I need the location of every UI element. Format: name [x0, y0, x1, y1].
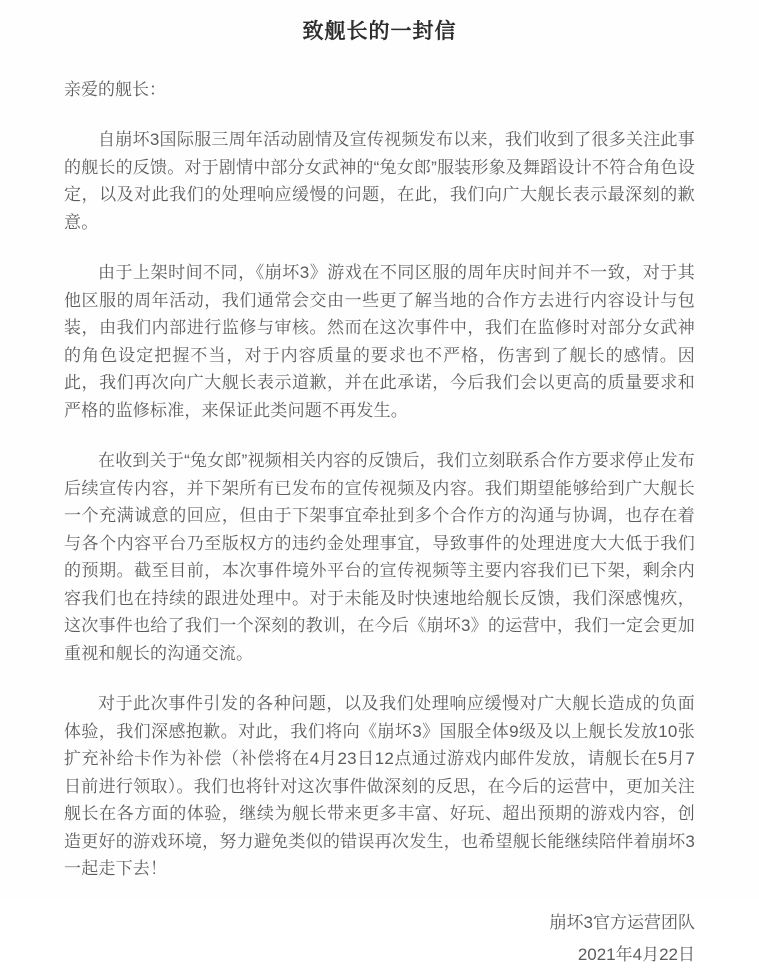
- paragraph-handling-progress: 在收到关于“兔女郎”视频相关内容的反馈后，我们立刻联系合作方要求停止发布后续宣传内容，并下架所有已发布的宣传视频及内容。我们期望能够给到广大舰长一个充满诚意的回应，但由于下架事宜牵扯到多个合作方的沟通与协调，也存在着与各个内容平台乃至版权方的违约金处理事宜，导致事件的处理进度大大低于我们的预期。截至目前，本次事件境外平台的宣传视频等主要内容我们已下架，剩余内容我们也在持续的跟进处理中。对于未能及时快速地给舰长反馈，我们深感愧疚，这次事件也给了我们一个深刻的教训，在今后《崩坏3》的运营中，我们一定会更加重视和舰长的沟通交流。: [64, 451, 695, 663]
- signature-team: 崩坏3官方运营团队: [549, 912, 695, 932]
- letter-title: 致舰长的一封信: [302, 20, 457, 43]
- paragraph-compensation: 对于此次事件引发的各种问题，以及我们处理响应缓慢对广大舰长造成的负面体验，我们深感抱歉。对此，我们将向《崩坏3》国服全体9级及以上舰长发放10张扩充补给卡作为补偿（补偿将在4月23日12点通过游戏内邮件发放，请舰长在5月7日前进行领取）。我们也将针对这次事件做深刻的反思，在今后的运营中，更加关注舰长在各方面的体验，继续为舰长带来更多丰富、好玩、超出预期的游戏内容，创造更好的游戏环境，努力避免类似的错误再次发生，也希望舰长能继续陪伴着崩坏3一起走下去！: [64, 694, 695, 878]
- signature-block: [64, 907, 695, 971]
- paragraph-apology-intro: 自崩坏3国际服三周年活动剧情及宣传视频发布以来，我们收到了很多关注此事的舰长的反馈。对于剧情中部分女武神的“兔女郎”服装形象及舞蹈设计不符合角色设定，以及对此我们的处理响应缓慢的问题，在此，我们向广大舰长表示最深刻的歉意。: [64, 130, 695, 232]
- paragraph-cause-explanation: 由于上架时间不同，《崩坏3》游戏在不同区服的周年庆时间并不一致，对于其他区服的周年活动，我们通常会交由一些更了解当地的合作方去进行内容设计与包装，由我们内部进行监修与审核。然而在这次事件中，我们在监修时对部分女武神的角色设定把握不当，对于内容质量的要求也不严格，伤害到了舰长的感情。因此，我们再次向广大舰长表示道歉，并在此承诺，今后我们会以更高的质量要求和严格的监修标准，来保证此类问题不再发生。: [64, 263, 695, 420]
- signature-date: 2021年4月22日: [577, 944, 695, 964]
- salutation: 亲爱的舰长：: [64, 80, 166, 99]
